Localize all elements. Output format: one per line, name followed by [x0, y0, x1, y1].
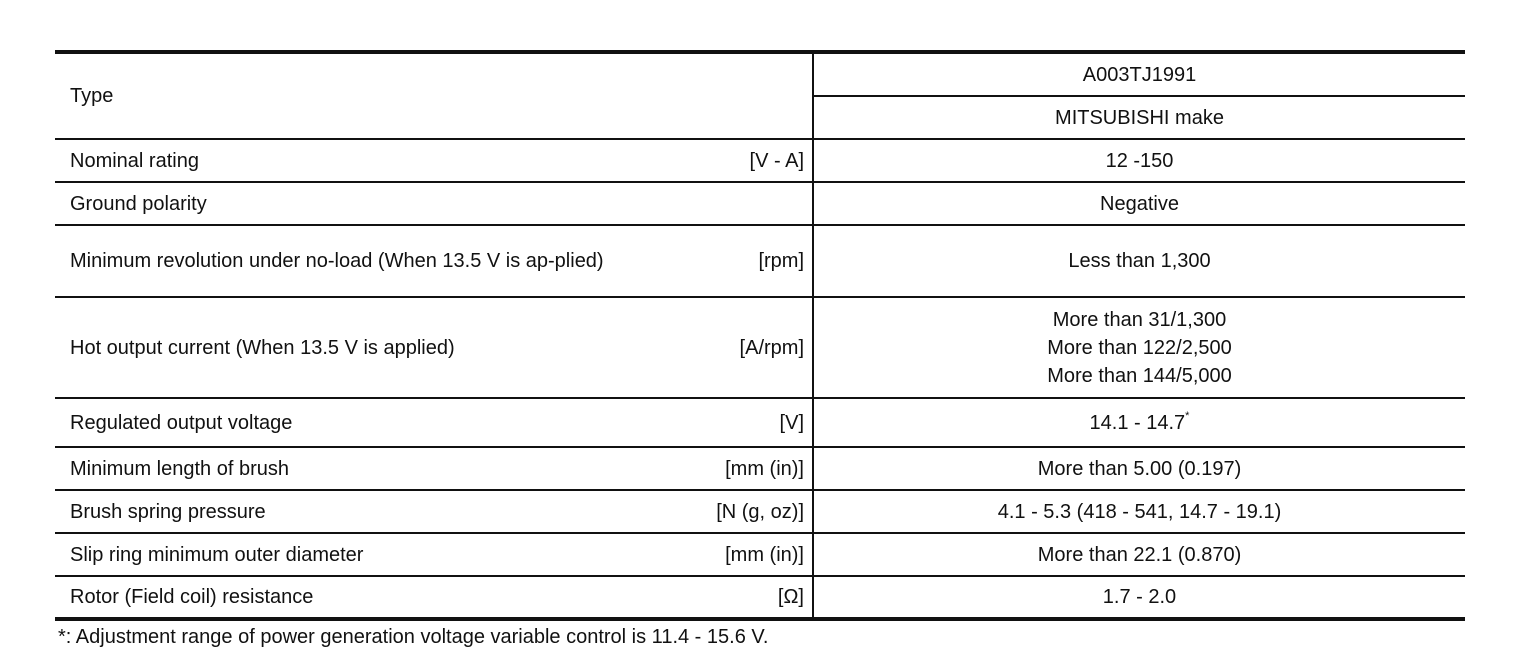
- table-row: [55, 398, 1465, 447]
- table-row: [55, 182, 1465, 225]
- type-make-cell: [813, 96, 1465, 139]
- row-unit: [mm (in)]: [725, 457, 804, 480]
- row-value: 1.7 - 2.0: [1102, 586, 1177, 608]
- row-value: Negative: [1100, 192, 1179, 215]
- row-unit: [Ω]: [777, 586, 804, 608]
- row-unit: [V - A]: [749, 149, 804, 172]
- row-unit: [A/rpm]: [739, 336, 804, 359]
- row-label: Regulated output voltage: [70, 411, 293, 434]
- type-label: Type: [70, 85, 114, 107]
- row-value-line: More than 144/5,000: [1047, 364, 1232, 387]
- row-unit: [V]: [779, 411, 804, 434]
- row-label: Minimum revolution under no-load (When 13.5 V is ap-plied): [70, 250, 604, 272]
- type-label-cell: [55, 52, 813, 139]
- table-row: [55, 533, 1465, 576]
- row-value: 14.1 - 14.7: [1089, 411, 1186, 434]
- row-label: Rotor (Field coil) resistance: [70, 586, 314, 608]
- table-row: [55, 490, 1465, 533]
- row-unit: [N (g, oz)]: [716, 500, 804, 523]
- table-row: [55, 447, 1465, 490]
- type-model-cell: [813, 52, 1465, 96]
- table-row: [55, 297, 1465, 398]
- row-unit: [mm (in)]: [725, 543, 804, 566]
- row-value-line: More than 31/1,300: [1052, 308, 1227, 331]
- row-label: Hot output current (When 13.5 V is applied): [70, 336, 455, 359]
- row-value-line: More than 122/2,500: [1047, 336, 1232, 359]
- type-model-value: A003TJ1991: [1082, 63, 1197, 86]
- row-label: Slip ring minimum outer diameter: [70, 543, 364, 566]
- row-label: Ground polarity: [70, 192, 207, 215]
- row-value: 12 -150: [1105, 149, 1174, 172]
- row-label: Minimum length of brush: [70, 457, 289, 480]
- row-value: 4.1 - 5.3 (418 - 541, 14.7 - 19.1): [997, 500, 1282, 523]
- row-label: Nominal rating: [70, 149, 199, 172]
- table-row: [55, 576, 1465, 619]
- row-value: More than 5.00 (0.197): [1037, 457, 1242, 480]
- row-unit: [rpm]: [758, 250, 804, 272]
- row-label: Brush spring pressure: [70, 500, 266, 523]
- footnote: *: Adjustment range of power generation voltage variable control is 11.4 - 15.6 V.: [58, 626, 769, 648]
- type-row: [55, 52, 1465, 96]
- row-value: More than 22.1 (0.870): [1037, 543, 1242, 566]
- row-value: Less than 1,300: [1068, 250, 1211, 272]
- table-row: [55, 139, 1465, 182]
- alternator-spec-table: [55, 50, 1465, 621]
- footnote-marker: *: [1185, 409, 1190, 422]
- table-row: [55, 225, 1465, 297]
- type-make-value: MITSUBISHI make: [1055, 106, 1224, 129]
